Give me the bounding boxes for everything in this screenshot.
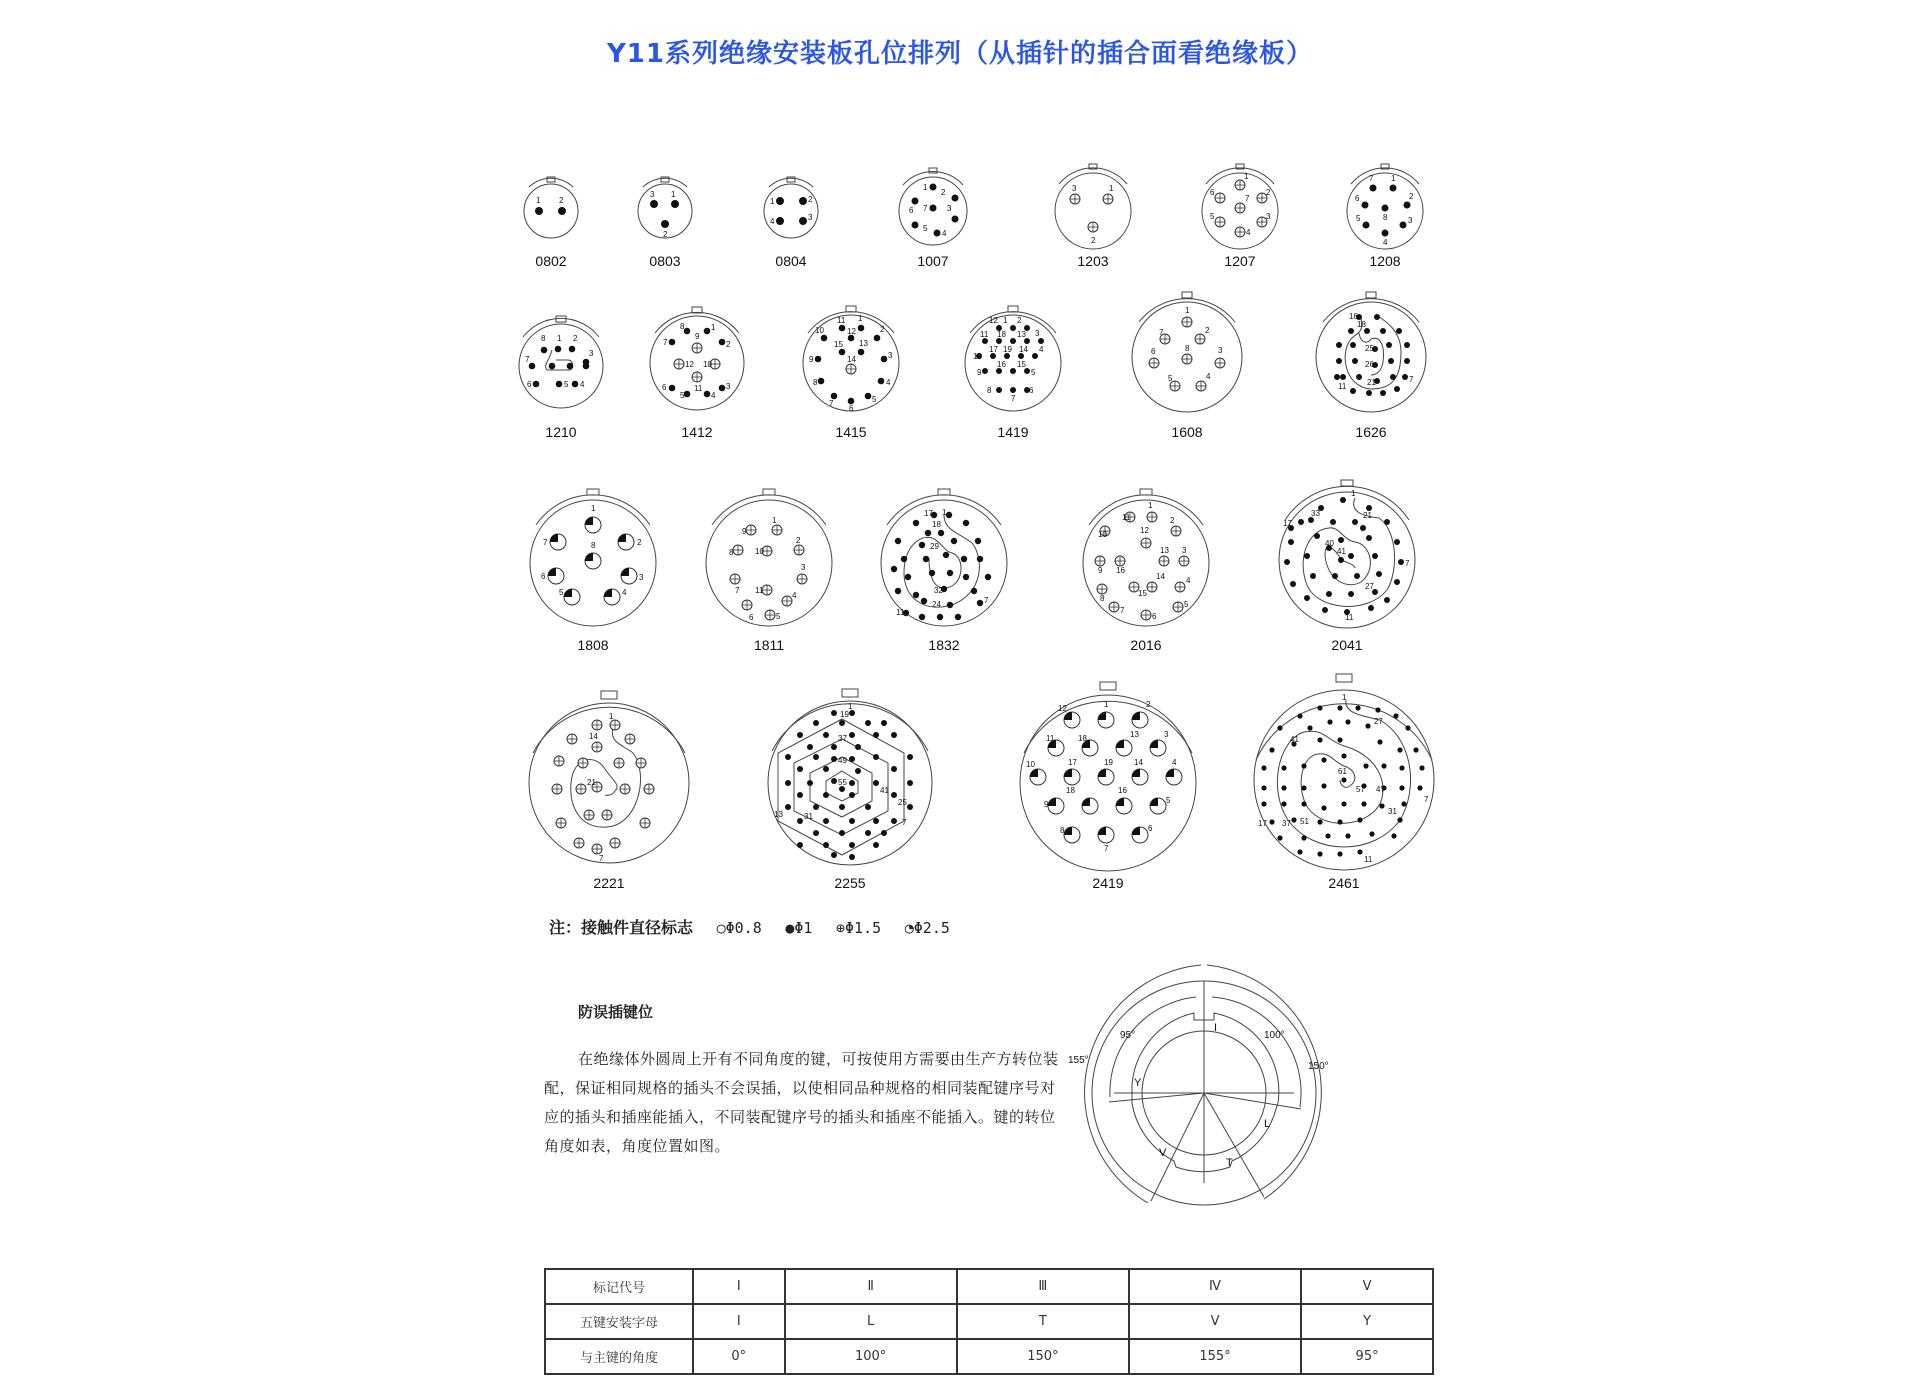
table-cell: I <box>693 1304 785 1339</box>
svg-text:2: 2 <box>808 195 813 204</box>
crossed-circle-icon: ⊕ <box>836 919 846 937</box>
svg-text:8: 8 <box>591 541 596 550</box>
svg-text:1: 1 <box>671 190 676 199</box>
svg-text:12: 12 <box>685 360 694 369</box>
svg-text:3: 3 <box>801 563 806 572</box>
connector-2221 <box>529 691 689 863</box>
svg-text:11: 11 <box>1345 613 1354 622</box>
label-0802: 0802 <box>535 253 567 269</box>
svg-text:1: 1 <box>1109 184 1114 193</box>
svg-text:1: 1 <box>591 504 596 513</box>
svg-text:1: 1 <box>609 712 614 721</box>
svg-text:31: 31 <box>1388 807 1397 816</box>
svg-text:11: 11 <box>755 586 764 595</box>
svg-text:1: 1 <box>557 334 562 343</box>
label-1626: 1626 <box>1355 424 1387 440</box>
key-letter-I: I <box>1214 1022 1218 1034</box>
svg-text:7: 7 <box>735 586 740 595</box>
svg-text:5: 5 <box>564 380 569 389</box>
svg-text:7: 7 <box>1120 606 1125 615</box>
svg-text:37: 37 <box>838 734 847 743</box>
svg-text:1: 1 <box>770 197 775 206</box>
svg-text:8: 8 <box>1100 594 1105 603</box>
label-2041: 2041 <box>1331 637 1363 653</box>
svg-text:7: 7 <box>923 204 928 213</box>
label-1412: 1412 <box>681 424 713 440</box>
svg-text:2: 2 <box>1409 192 1414 201</box>
svg-text:7: 7 <box>1104 844 1109 853</box>
svg-text:5: 5 <box>776 612 781 621</box>
legend-item-phi-1: ●Φ1 <box>785 919 813 937</box>
svg-text:4: 4 <box>1172 758 1177 767</box>
svg-text:10: 10 <box>1098 530 1107 539</box>
label-2461: 2461 <box>1328 875 1360 891</box>
svg-text:17: 17 <box>924 509 933 518</box>
svg-text:10: 10 <box>703 360 712 369</box>
quarter-filled-circle-icon: ◔ <box>904 919 914 937</box>
svg-text:5: 5 <box>1166 796 1171 805</box>
svg-text:1: 1 <box>1351 489 1356 498</box>
label-1007: 1007 <box>917 253 949 269</box>
label-1208: 1208 <box>1369 253 1401 269</box>
svg-text:51: 51 <box>1300 817 1309 826</box>
page-title: Y11系列绝缘安装板孔位排列（从插针的插合面看绝缘板） <box>606 39 1313 69</box>
svg-text:7: 7 <box>599 854 604 863</box>
svg-text:1: 1 <box>1244 172 1249 181</box>
svg-text:11: 11 <box>837 316 846 325</box>
svg-text:6: 6 <box>1029 386 1034 395</box>
svg-text:12: 12 <box>989 316 998 325</box>
label-1207: 1207 <box>1224 253 1256 269</box>
svg-text:25: 25 <box>898 798 907 807</box>
connector-1203 <box>1055 164 1131 249</box>
label-1419: 1419 <box>997 424 1029 440</box>
svg-text:15: 15 <box>1017 360 1026 369</box>
filled-circle-icon: ● <box>785 919 795 937</box>
svg-text:14: 14 <box>847 355 856 364</box>
svg-text:5: 5 <box>923 224 928 233</box>
svg-text:7: 7 <box>902 818 907 827</box>
connector-2016 <box>1083 489 1209 626</box>
row-header-angle: 与主键的角度 <box>545 1339 693 1374</box>
table-cell: L <box>785 1304 957 1339</box>
svg-text:6: 6 <box>527 380 532 389</box>
svg-text:6: 6 <box>1355 194 1360 203</box>
svg-text:11: 11 <box>1046 734 1055 743</box>
svg-text:2: 2 <box>1091 236 1096 245</box>
svg-text:8: 8 <box>680 322 685 331</box>
svg-text:1: 1 <box>536 196 541 205</box>
svg-text:8: 8 <box>1185 344 1190 353</box>
svg-text:41: 41 <box>880 786 889 795</box>
connector-0803 <box>638 177 692 239</box>
svg-text:5: 5 <box>1210 212 1215 221</box>
svg-text:2: 2 <box>796 536 801 545</box>
connector-1419 <box>965 306 1061 411</box>
svg-text:3: 3 <box>1182 546 1187 555</box>
svg-text:41: 41 <box>1337 547 1346 556</box>
svg-text:2: 2 <box>1170 516 1175 525</box>
svg-text:3: 3 <box>1408 216 1413 225</box>
svg-text:7: 7 <box>1159 328 1164 337</box>
svg-text:41: 41 <box>1290 735 1299 744</box>
label-1415: 1415 <box>835 424 867 440</box>
label-0804: 0804 <box>775 253 807 269</box>
connector-1208 <box>1347 164 1423 249</box>
svg-text:5: 5 <box>559 588 564 597</box>
svg-text:19: 19 <box>1104 758 1113 767</box>
svg-text:2: 2 <box>1205 326 1210 335</box>
svg-text:13: 13 <box>859 339 868 348</box>
svg-text:13: 13 <box>1017 330 1026 339</box>
svg-text:18: 18 <box>932 520 941 529</box>
table-cell: Ⅳ <box>1129 1269 1301 1304</box>
svg-text:9: 9 <box>695 332 700 341</box>
svg-text:29: 29 <box>930 542 939 551</box>
svg-text:16: 16 <box>997 360 1006 369</box>
svg-text:3: 3 <box>726 382 731 391</box>
connector-1608 <box>1132 292 1242 412</box>
connector-2461 <box>1254 674 1434 870</box>
svg-text:31: 31 <box>804 812 813 821</box>
table-row <box>545 1339 1433 1374</box>
svg-text:19: 19 <box>1003 345 1012 354</box>
angle-150-label: 150° <box>1308 1061 1329 1072</box>
svg-text:18: 18 <box>1066 786 1075 795</box>
svg-text:13: 13 <box>1160 546 1169 555</box>
key-angle-table <box>544 1268 1434 1375</box>
angle-100-label: 100° <box>1264 1030 1285 1041</box>
svg-text:40: 40 <box>1325 539 1334 548</box>
svg-text:3: 3 <box>808 213 813 222</box>
table-cell: 0° <box>693 1339 785 1374</box>
svg-text:6: 6 <box>1152 612 1157 621</box>
table-cell: 95° <box>1301 1339 1433 1374</box>
svg-text:3: 3 <box>1072 184 1077 193</box>
svg-text:13: 13 <box>1130 730 1139 739</box>
svg-text:8: 8 <box>987 386 992 395</box>
svg-text:27: 27 <box>1374 717 1383 726</box>
svg-text:17: 17 <box>1258 819 1267 828</box>
svg-text:19: 19 <box>840 710 849 719</box>
svg-text:7: 7 <box>829 399 834 408</box>
svg-text:1: 1 <box>942 508 947 517</box>
svg-text:10: 10 <box>815 326 824 335</box>
svg-text:9: 9 <box>809 355 814 364</box>
svg-text:25: 25 <box>1365 344 1374 353</box>
label-2419: 2419 <box>1092 875 1124 891</box>
svg-text:11: 11 <box>896 608 905 617</box>
svg-text:3: 3 <box>1035 329 1040 338</box>
svg-text:7: 7 <box>1369 174 1374 183</box>
svg-text:6: 6 <box>1148 824 1153 833</box>
connector-1210 <box>519 316 603 408</box>
label-2255: 2255 <box>834 875 866 891</box>
svg-text:1: 1 <box>1003 316 1008 325</box>
svg-text:1: 1 <box>1185 306 1190 315</box>
keying-section-title: 防误插键位 <box>578 1003 654 1021</box>
svg-text:7: 7 <box>984 596 989 605</box>
key-letter-V: V <box>1159 1147 1167 1159</box>
label-2221: 2221 <box>593 875 625 891</box>
svg-text:1: 1 <box>848 702 853 711</box>
svg-text:24: 24 <box>932 600 941 609</box>
svg-text:55: 55 <box>838 778 847 787</box>
table-cell: Ⅴ <box>1301 1269 1433 1304</box>
svg-text:18: 18 <box>1078 734 1087 743</box>
label-1203: 1203 <box>1077 253 1109 269</box>
svg-text:8: 8 <box>1060 826 1065 835</box>
svg-text:8: 8 <box>729 548 734 557</box>
svg-text:8: 8 <box>1383 213 1388 222</box>
svg-text:11: 11 <box>1122 513 1131 522</box>
svg-text:2: 2 <box>1146 700 1151 709</box>
table-cell: Y <box>1301 1304 1433 1339</box>
table-cell: Ⅰ <box>693 1269 785 1304</box>
angle-95-label: 95° <box>1120 1030 1136 1041</box>
svg-text:3: 3 <box>589 349 594 358</box>
svg-text:2: 2 <box>663 230 668 239</box>
connector-1811 <box>706 489 832 626</box>
svg-text:1: 1 <box>923 183 928 192</box>
svg-text:7: 7 <box>1245 194 1250 203</box>
svg-text:17: 17 <box>1068 758 1077 767</box>
svg-text:10: 10 <box>1026 760 1035 769</box>
svg-text:4: 4 <box>1206 372 1211 381</box>
keying-paragraph: 在绝缘体外圆周上开有不同角度的键，可按使用方需要由生产方转位装配，保证相同规格的插头不会误插，以使相同品种规格的相同装配键序号对应的插头和插座能插入，不同装配键序号的插头和插座不能插入。键的转位角度如表，角度位置如图。 <box>544 1050 1059 1155</box>
svg-text:5: 5 <box>680 391 685 400</box>
svg-text:7: 7 <box>1409 375 1414 384</box>
svg-text:14: 14 <box>1019 345 1028 354</box>
connector-1808 <box>530 489 656 626</box>
svg-text:4: 4 <box>1246 228 1251 237</box>
svg-text:14: 14 <box>1134 758 1143 767</box>
label-1811: 1811 <box>753 637 785 653</box>
svg-text:12: 12 <box>847 327 856 336</box>
svg-text:21: 21 <box>1363 511 1372 520</box>
svg-text:4: 4 <box>580 380 585 389</box>
svg-text:27: 27 <box>1365 582 1374 591</box>
svg-text:2: 2 <box>726 340 731 349</box>
angle-155-label: 155° <box>1068 1055 1089 1066</box>
row-header-key-letter: 五键安装字母 <box>545 1304 693 1339</box>
svg-text:2: 2 <box>1017 316 1022 325</box>
svg-text:11: 11 <box>980 330 989 339</box>
svg-text:7: 7 <box>1011 394 1016 403</box>
svg-text:9: 9 <box>742 527 747 536</box>
svg-text:9: 9 <box>1098 566 1103 575</box>
svg-text:7: 7 <box>663 338 668 347</box>
open-circle-icon: ○ <box>716 919 726 937</box>
table-cell: 150° <box>957 1339 1129 1374</box>
svg-text:47: 47 <box>1376 785 1385 794</box>
svg-text:57: 57 <box>1356 785 1365 794</box>
svg-text:7: 7 <box>1405 559 1410 568</box>
svg-text:18: 18 <box>1357 320 1366 329</box>
svg-text:16: 16 <box>1116 566 1125 575</box>
svg-text:4: 4 <box>1186 576 1191 585</box>
svg-text:6: 6 <box>1151 347 1156 356</box>
svg-text:6: 6 <box>909 206 914 215</box>
svg-text:21: 21 <box>1367 378 1376 387</box>
connector-1415 <box>803 306 899 413</box>
legend-item-phi-1-5: ⊕Φ1.5 <box>836 919 882 937</box>
key-letter-T: T <box>1226 1157 1233 1169</box>
legend-prefix: 注：接触件直径标志 <box>549 918 694 937</box>
svg-text:7: 7 <box>525 355 530 364</box>
svg-text:1: 1 <box>1104 700 1109 709</box>
table-cell: T <box>957 1304 1129 1339</box>
svg-text:14: 14 <box>589 732 598 741</box>
svg-text:61: 61 <box>1338 767 1347 776</box>
label-1808: 1808 <box>577 637 609 653</box>
svg-text:5: 5 <box>1168 374 1173 383</box>
svg-text:3: 3 <box>639 573 644 582</box>
svg-text:11: 11 <box>1364 855 1373 864</box>
svg-text:6: 6 <box>1210 188 1215 197</box>
svg-text:3: 3 <box>1266 212 1271 221</box>
svg-text:2: 2 <box>941 188 946 197</box>
svg-text:1: 1 <box>1391 174 1396 183</box>
svg-text:33: 33 <box>1311 509 1320 518</box>
table-cell: 100° <box>785 1339 957 1374</box>
label-0803: 0803 <box>649 253 681 269</box>
connector-2255 <box>768 689 932 865</box>
svg-text:5: 5 <box>872 395 877 404</box>
svg-text:4: 4 <box>770 217 775 226</box>
label-2016: 2016 <box>1130 637 1162 653</box>
svg-text:4: 4 <box>1383 238 1388 247</box>
svg-text:1: 1 <box>1342 693 1347 702</box>
table-row <box>545 1269 1433 1304</box>
svg-text:15: 15 <box>834 340 843 349</box>
connector-1207 <box>1202 164 1278 249</box>
svg-text:37: 37 <box>1282 819 1291 828</box>
svg-text:4: 4 <box>711 391 716 400</box>
svg-text:5: 5 <box>1356 214 1361 223</box>
label-1832: 1832 <box>928 637 960 653</box>
key-letter-L: L <box>1264 1118 1271 1130</box>
svg-text:49: 49 <box>838 756 847 765</box>
svg-text:18: 18 <box>997 330 1006 339</box>
svg-text:1: 1 <box>1148 501 1153 510</box>
svg-text:6: 6 <box>541 572 546 581</box>
svg-text:3: 3 <box>650 190 655 199</box>
svg-text:4: 4 <box>886 378 891 387</box>
svg-text:3: 3 <box>888 351 893 360</box>
svg-text:5: 5 <box>1184 600 1189 609</box>
table-cell: V <box>1129 1304 1301 1339</box>
svg-text:2: 2 <box>559 196 564 205</box>
svg-text:7: 7 <box>543 538 548 547</box>
svg-text:5: 5 <box>1031 368 1036 377</box>
svg-text:12: 12 <box>1140 526 1149 535</box>
svg-text:13: 13 <box>774 810 783 819</box>
svg-text:4: 4 <box>622 588 627 597</box>
connector-1007 <box>899 168 967 245</box>
svg-text:2: 2 <box>637 538 642 547</box>
svg-text:17: 17 <box>1283 519 1292 528</box>
row-header-mark-code: 标记代号 <box>545 1269 693 1304</box>
svg-text:17: 17 <box>989 345 998 354</box>
keying-diagram <box>1068 965 1329 1205</box>
svg-text:6: 6 <box>849 404 854 413</box>
connector-2419 <box>1020 682 1196 871</box>
svg-text:10: 10 <box>973 352 982 361</box>
svg-text:6: 6 <box>662 383 667 392</box>
svg-text:7: 7 <box>1424 795 1429 804</box>
legend-note <box>549 915 950 938</box>
svg-text:9: 9 <box>1044 800 1049 809</box>
svg-text:4: 4 <box>1039 345 1044 354</box>
connector-1832 <box>881 489 1007 626</box>
svg-text:21: 21 <box>587 778 596 787</box>
table-cell: 155° <box>1129 1339 1301 1374</box>
connector-1412 <box>650 307 744 410</box>
label-1210: 1210 <box>545 424 577 440</box>
svg-text:16: 16 <box>1349 312 1358 321</box>
svg-text:4: 4 <box>792 591 797 600</box>
svg-text:11: 11 <box>1338 382 1347 391</box>
table-cell: Ⅲ <box>957 1269 1129 1304</box>
connector-0802 <box>524 177 578 238</box>
svg-text:26: 26 <box>1365 360 1374 369</box>
svg-text:8: 8 <box>541 334 546 343</box>
svg-text:2: 2 <box>1266 188 1271 197</box>
table-cell: Ⅱ <box>785 1269 957 1304</box>
svg-text:10: 10 <box>755 547 764 556</box>
svg-text:6: 6 <box>749 613 754 622</box>
svg-text:2: 2 <box>573 334 578 343</box>
connector-0804 <box>764 177 818 238</box>
connector-1626 <box>1316 292 1426 412</box>
svg-text:15: 15 <box>1138 589 1147 598</box>
svg-text:14: 14 <box>1156 572 1165 581</box>
svg-text:2: 2 <box>880 325 885 334</box>
svg-text:4: 4 <box>942 229 947 238</box>
svg-text:11: 11 <box>694 384 703 393</box>
table-row <box>545 1304 1433 1339</box>
svg-text:3: 3 <box>1164 730 1169 739</box>
svg-text:1: 1 <box>858 314 863 323</box>
svg-text:3: 3 <box>1218 346 1223 355</box>
svg-text:32: 32 <box>934 586 943 595</box>
key-letter-Y: Y <box>1134 1077 1142 1089</box>
legend-item-phi-0-8: ○Φ0.8 <box>716 919 762 937</box>
svg-text:16: 16 <box>1118 786 1127 795</box>
svg-text:8: 8 <box>813 378 818 387</box>
label-1608: 1608 <box>1171 424 1203 440</box>
svg-text:9: 9 <box>977 368 982 377</box>
connector-2041 <box>1279 480 1415 628</box>
legend-item-phi-2-5: ◔Φ2.5 <box>904 919 950 937</box>
svg-text:12: 12 <box>1058 704 1067 713</box>
svg-text:1: 1 <box>711 323 716 332</box>
svg-text:3: 3 <box>947 204 952 213</box>
svg-text:1: 1 <box>772 516 777 525</box>
